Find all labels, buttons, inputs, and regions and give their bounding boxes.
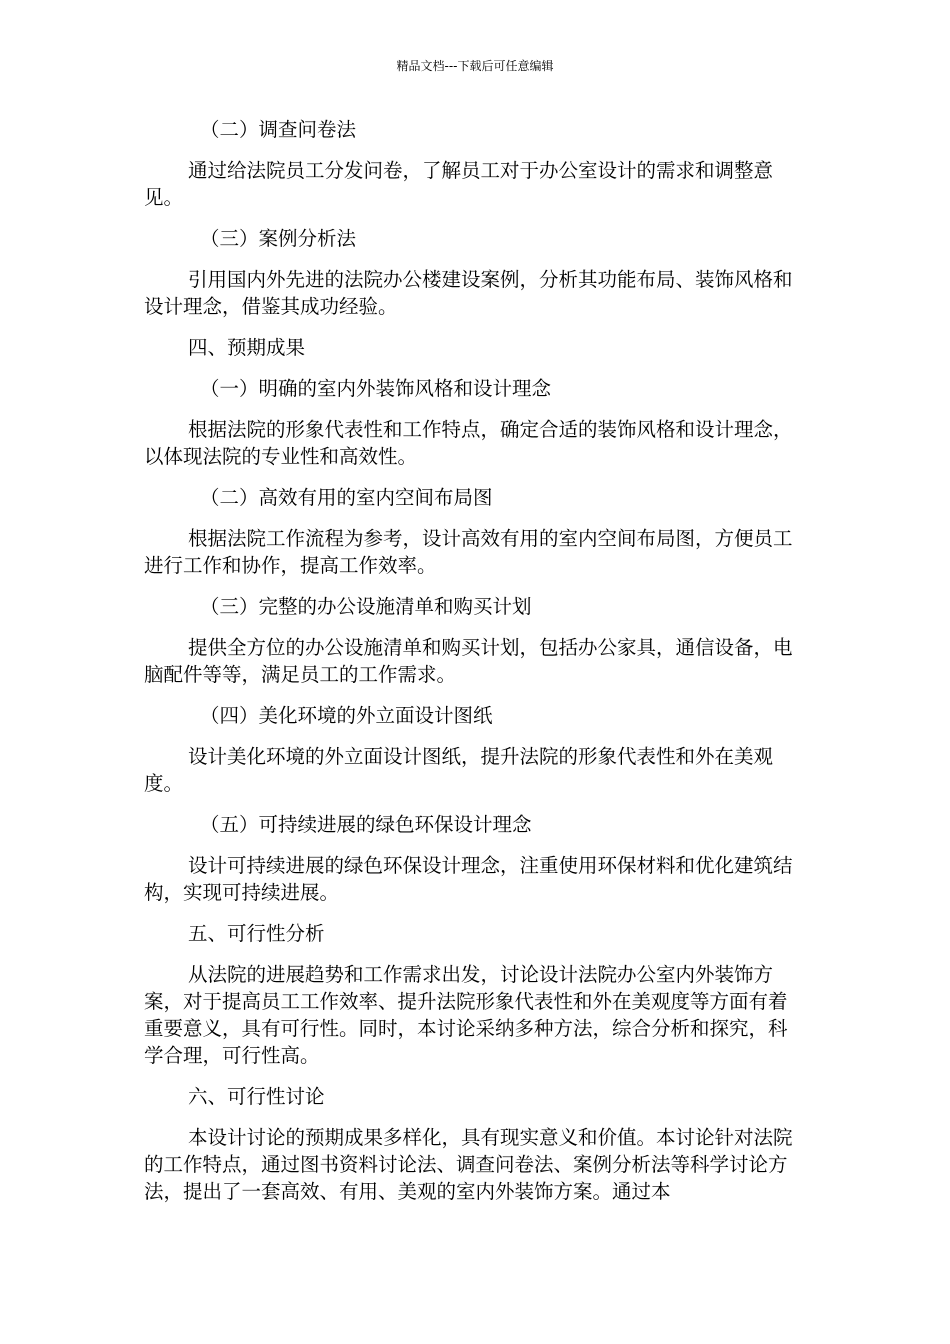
section-subheading: （四）美化环境的外立面设计图纸 [200, 704, 493, 727]
section-subheading: （二）调查问卷法 [200, 118, 357, 141]
paragraph: 引用国内外先进的法院办公楼建设案例，分析其功能布局、装饰风格和设计理念，借鉴其成功经验。 [144, 268, 793, 318]
paragraph: 根据法院工作流程为参考，设计高效有用的室内空间布局图，方便员工进行工作和协作，提高工作效率。 [144, 527, 793, 577]
page-header: 精品文档---下载后可任意编辑 [396, 59, 554, 73]
section-subheading: （三）案例分析法 [200, 227, 357, 250]
paragraph: 通过给法院员工分发问卷，了解员工对于办公室设计的需求和调整意见。 [144, 159, 774, 209]
paragraph: 提供全方位的办公设施清单和购买计划，包括办公家具，通信设备，电脑配件等等，满足员工的工作需求。 [144, 636, 793, 686]
section-heading: 四、预期成果 [188, 336, 306, 359]
paragraph: 根据法院的形象代表性和工作特点，确定合适的装饰风格和设计理念，以体现法院的专业性和高效性。 [144, 418, 793, 468]
paragraph: 设计美化环境的外立面设计图纸，提升法院的形象代表性和外在美观度。 [144, 745, 774, 795]
section-subheading: （一）明确的室内外装饰风格和设计理念 [200, 377, 552, 400]
section-heading: 五、可行性分析 [188, 922, 325, 945]
paragraph: 从法院的进展趋势和工作需求出发，讨论设计法院办公室内外装饰方案，对于提高员工工作效率、提升法院形象代表性和外在美观度等方面有着重要意义，具有可行性。同时，本讨论采纳多种方法，综合分析和探究，科学合理，可行性高。 [144, 963, 788, 1067]
section-subheading: （三）完整的办公设施清单和购买计划 [200, 595, 532, 618]
paragraph: 设计可持续进展的绿色环保设计理念，注重使用环保材料和优化建筑结构，实现可持续进展。 [144, 854, 793, 904]
section-subheading: （五）可持续进展的绿色环保设计理念 [200, 813, 532, 836]
section-subheading: （二）高效有用的室内空间布局图 [200, 486, 493, 509]
document-body [144, 116, 794, 1219]
section-heading: 六、可行性讨论 [188, 1085, 325, 1108]
paragraph: 本设计讨论的预期成果多样化，具有现实意义和价值。本讨论针对法院的工作特点，通过图书资料讨论法、调查问卷法、案例分析法等科学讨论方法，提出了一套高效、有用、美观的室内外装饰方案。通过本 [144, 1126, 793, 1203]
